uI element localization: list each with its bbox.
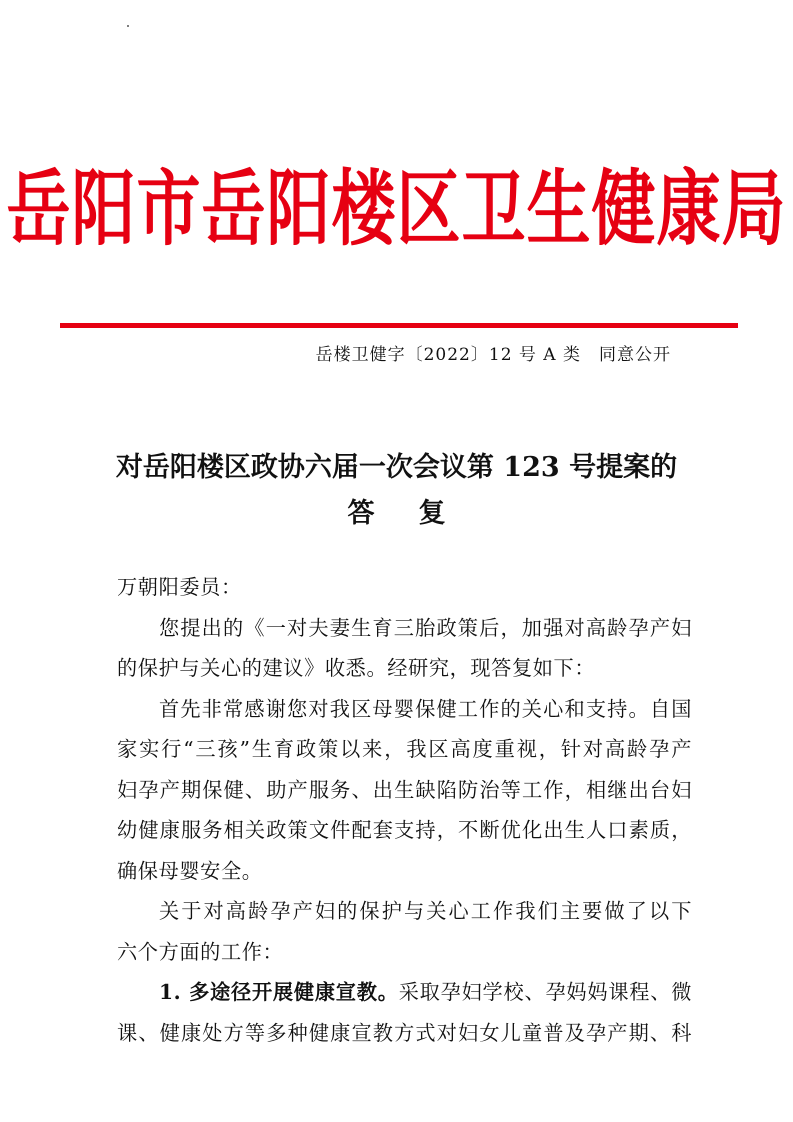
paragraph-3-line: 关于对高龄孕产妇的保护与关心工作我们主要做了以下 <box>159 899 692 923</box>
document-number: 岳楼卫健字〔2022〕12 号 A 类 同意公开 <box>315 345 671 365</box>
reply-title-line-1: 对岳阳楼区政协六届一次会议第 123 号提案的 <box>115 452 678 483</box>
item-1-heading: 1. 多途径开展健康宣教。 <box>159 980 399 1004</box>
item-1-text: 采取孕妇学校、孕妈妈课程、微 <box>398 980 692 1004</box>
salutation: 万朝阳委员： <box>117 575 242 599</box>
paragraph-2-line: 幼健康服务相关政策文件配套支持，不断优化出生人口素质， <box>117 818 692 842</box>
scan-speck <box>127 25 129 27</box>
paragraph-2-line: 确保母婴安全。 <box>117 858 263 883</box>
document-body <box>117 567 692 1053</box>
item-1-line: 课、健康处方等多种健康宣教方式对妇女儿童普及孕产期、科 <box>117 1020 692 1045</box>
reply-title-line-2: 答复 <box>347 498 490 529</box>
paragraph-1-line: 您提出的《一对夫妻生育三胎政策后，加强对高龄孕产妇 <box>159 615 692 640</box>
item-1-line <box>117 972 692 1013</box>
paragraph-2-line: 家实行“三孩”生育政策以来，我区高度重视，针对高龄孕产 <box>117 737 692 761</box>
paragraph-2-line: 首先非常感谢您对我区母婴保健工作的关心和支持。自国 <box>159 696 692 721</box>
letterhead-red-rule <box>60 323 738 328</box>
agency-letterhead-title: 岳阳市岳阳楼区卫生健康局 <box>6 161 787 258</box>
paragraph-3-line: 六个方面的工作： <box>117 939 284 964</box>
paragraph-1-line: 的保护与关心的建议》收悉。经研究，现答复如下： <box>117 656 596 680</box>
paragraph-2-line: 妇孕产期保健、助产服务、出生缺陷防治等工作，相继出台妇 <box>117 777 692 802</box>
